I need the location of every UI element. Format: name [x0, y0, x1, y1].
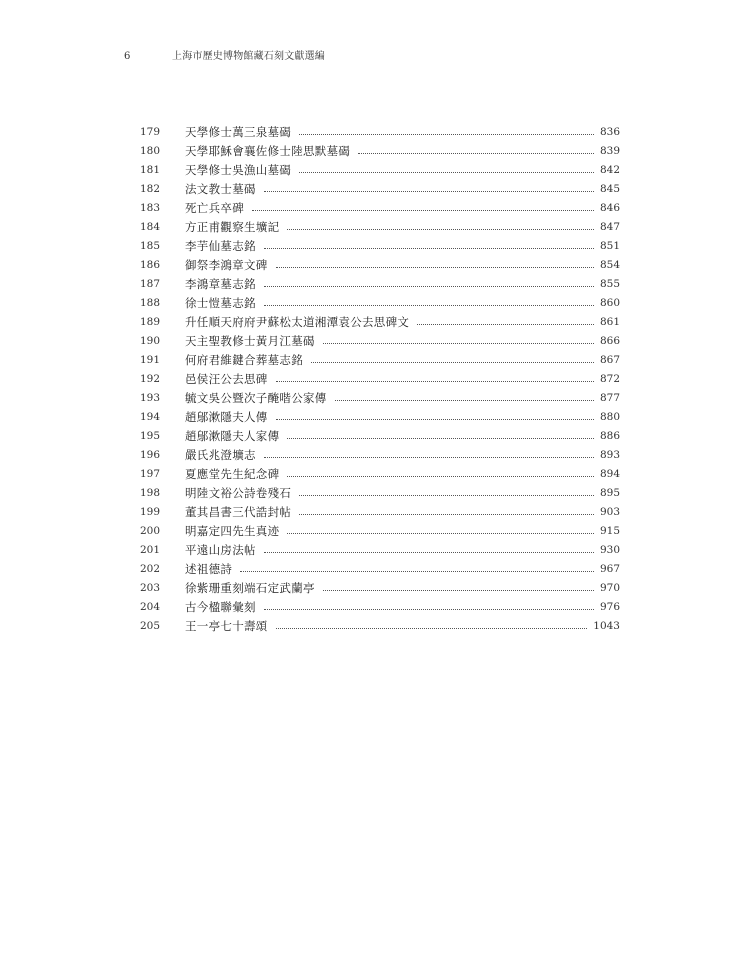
toc-entry-title: 王一亭七十壽頌 [185, 619, 268, 633]
toc-entry-number: 179 [140, 126, 161, 138]
toc-entry [140, 275, 620, 294]
toc-dot-leader [264, 608, 594, 610]
toc-entry-number: 186 [140, 259, 161, 271]
toc-entry-title: 古今楹聯彙刻 [185, 600, 256, 614]
toc-entry [140, 199, 620, 218]
toc-entry-number: 199 [140, 506, 161, 518]
toc-dot-leader [299, 171, 594, 173]
toc-entry [140, 446, 620, 465]
toc-entry-title: 死亡兵卒碑 [185, 201, 244, 215]
toc-dot-leader [299, 494, 594, 496]
toc-entry [140, 161, 620, 180]
toc-entry-page: 861 [599, 316, 620, 328]
toc-entry-number: 195 [140, 430, 161, 442]
toc-dot-leader [287, 475, 594, 477]
book-title: 上海市歷史博物館藏石刻文獻選編 [172, 51, 325, 62]
toc-entry-page: 842 [599, 164, 620, 176]
toc-entry-number: 200 [140, 525, 161, 537]
toc-entry [140, 465, 620, 484]
toc-entry-number: 185 [140, 240, 161, 252]
toc-dot-leader [287, 532, 594, 534]
toc-entry-number: 197 [140, 468, 161, 480]
toc-dot-leader [299, 133, 594, 135]
toc-dot-leader [276, 266, 594, 268]
toc-dot-leader [276, 380, 594, 382]
toc-entry-page: 846 [599, 202, 620, 214]
toc-entry [140, 541, 620, 560]
toc-entry [140, 503, 620, 522]
toc-entry-page: 847 [599, 221, 620, 233]
toc-dot-leader [264, 456, 594, 458]
toc-entry-page: 1043 [593, 620, 620, 632]
toc-entry [140, 142, 620, 161]
toc-entry [140, 256, 620, 275]
toc-entry-title: 董其昌書三代誥封帖 [185, 505, 292, 519]
page-number: 6 [124, 51, 131, 62]
toc-entry-number: 201 [140, 544, 161, 556]
toc-entry [140, 218, 620, 237]
toc-dot-leader [287, 437, 594, 439]
toc-dot-leader [264, 190, 594, 192]
toc-entry-number: 194 [140, 411, 161, 423]
toc-entry-page: 854 [599, 259, 620, 271]
toc-dot-leader [323, 589, 594, 591]
toc-entry-number: 180 [140, 145, 161, 157]
toc-entry-page: 903 [599, 506, 620, 518]
toc-dot-leader [264, 247, 594, 249]
toc-entry-page: 880 [599, 411, 620, 423]
toc-entry [140, 617, 620, 636]
toc-dot-leader [264, 304, 594, 306]
toc-entry-title: 趙鄔漱隱夫人傳 [185, 410, 268, 424]
toc-entry-title: 嚴氏兆澄壙志 [185, 448, 256, 462]
toc-entry-page: 930 [599, 544, 620, 556]
toc-entry-page: 867 [599, 354, 620, 366]
toc-entry-page: 894 [599, 468, 620, 480]
toc-dot-leader [335, 399, 594, 401]
toc-entry-page: 845 [599, 183, 620, 195]
toc-entry-title: 法文教士墓碣 [185, 182, 256, 196]
toc-entry [140, 313, 620, 332]
toc-entry-number: 203 [140, 582, 161, 594]
toc-entry-title: 升任順天府府尹蘇松太道湘潭袁公去思碑文 [185, 315, 410, 329]
toc-entry-title: 述祖德詩 [185, 562, 233, 576]
toc-entry [140, 579, 620, 598]
toc-dot-leader [417, 323, 594, 325]
toc-entry-title: 徐紫珊重刻端石定武蘭亭 [185, 581, 315, 595]
toc-entry-number: 184 [140, 221, 161, 233]
toc-entry-number: 187 [140, 278, 161, 290]
toc-entry-title: 夏應堂先生紀念碑 [185, 467, 280, 481]
toc-entry [140, 427, 620, 446]
toc-entry [140, 123, 620, 142]
toc-entry-page: 893 [599, 449, 620, 461]
toc-entry-title: 毓文吳公暨次子醃喈公家傳 [185, 391, 327, 405]
toc-entry [140, 370, 620, 389]
toc-entry [140, 598, 620, 617]
toc-dot-leader [276, 418, 594, 420]
toc-dot-leader [240, 570, 594, 572]
toc-entry-number: 204 [140, 601, 161, 613]
toc-entry-title: 邑侯汪公去思碑 [185, 372, 268, 386]
toc-entry [140, 522, 620, 541]
toc-entry-title: 徐士愷墓志銘 [185, 296, 256, 310]
toc-entry-page: 866 [599, 335, 620, 347]
toc-dot-leader [323, 342, 594, 344]
toc-dot-leader [299, 513, 594, 515]
toc-entry-title: 天學耶穌會襄佐修士陸思默墓碣 [185, 144, 351, 158]
toc-entry-page: 839 [599, 145, 620, 157]
toc-entry-title: 明嘉定四先生真迹 [185, 524, 280, 538]
toc-entry-number: 188 [140, 297, 161, 309]
toc-entry-number: 198 [140, 487, 161, 499]
toc-entry-number: 196 [140, 449, 161, 461]
toc-entry-page: 895 [599, 487, 620, 499]
toc-entry-title: 平遠山房法帖 [185, 543, 256, 557]
toc-entry-title: 何府君維鍵合葬墓志銘 [185, 353, 303, 367]
toc-dot-leader [264, 551, 594, 553]
toc-entry-page: 877 [599, 392, 620, 404]
toc-entry [140, 560, 620, 579]
toc-entry-number: 193 [140, 392, 161, 404]
toc-entry-title: 李芋仙墓志銘 [185, 239, 256, 253]
toc-dot-leader [252, 209, 594, 211]
toc-entry-title: 明陸文裕公詩卷殘石 [185, 486, 292, 500]
toc-entry-number: 181 [140, 164, 161, 176]
toc-entry [140, 332, 620, 351]
toc-entry-page: 915 [599, 525, 620, 537]
toc-entry-title: 李鴻章墓志銘 [185, 277, 256, 291]
toc-dot-leader [276, 627, 588, 629]
toc-dot-leader [311, 361, 594, 363]
toc-entry [140, 237, 620, 256]
toc-entry-page: 836 [599, 126, 620, 138]
toc-entry [140, 294, 620, 313]
toc-entry [140, 351, 620, 370]
toc-entry-title: 趙鄔漱隱夫人家傳 [185, 429, 280, 443]
table-of-contents [140, 123, 620, 636]
toc-entry-title: 方正甫觀察生壙記 [185, 220, 280, 234]
toc-entry-number: 189 [140, 316, 161, 328]
toc-entry [140, 389, 620, 408]
toc-entry-number: 205 [140, 620, 161, 632]
toc-entry-number: 183 [140, 202, 161, 214]
toc-entry-number: 202 [140, 563, 161, 575]
toc-entry-number: 191 [140, 354, 161, 366]
toc-entry [140, 408, 620, 427]
toc-entry-page: 851 [599, 240, 620, 252]
toc-entry-title: 天學修士萬三泉墓碣 [185, 125, 292, 139]
toc-entry [140, 484, 620, 503]
toc-entry-page: 886 [599, 430, 620, 442]
toc-dot-leader [358, 152, 594, 154]
toc-entry-title: 御祭李鴻章文碑 [185, 258, 268, 272]
toc-entry-page: 970 [599, 582, 620, 594]
toc-entry-number: 182 [140, 183, 161, 195]
toc-entry [140, 180, 620, 199]
toc-dot-leader [287, 228, 594, 230]
toc-entry-page: 872 [599, 373, 620, 385]
toc-dot-leader [264, 285, 594, 287]
toc-entry-title: 天學修士吳漁山墓碣 [185, 163, 292, 177]
toc-entry-number: 190 [140, 335, 161, 347]
toc-entry-page: 976 [599, 601, 620, 613]
toc-entry-page: 860 [599, 297, 620, 309]
toc-entry-page: 855 [599, 278, 620, 290]
toc-entry-number: 192 [140, 373, 161, 385]
toc-entry-page: 967 [599, 563, 620, 575]
running-header [124, 50, 624, 64]
toc-entry-title: 天主聖教修士黃月江墓碣 [185, 334, 315, 348]
